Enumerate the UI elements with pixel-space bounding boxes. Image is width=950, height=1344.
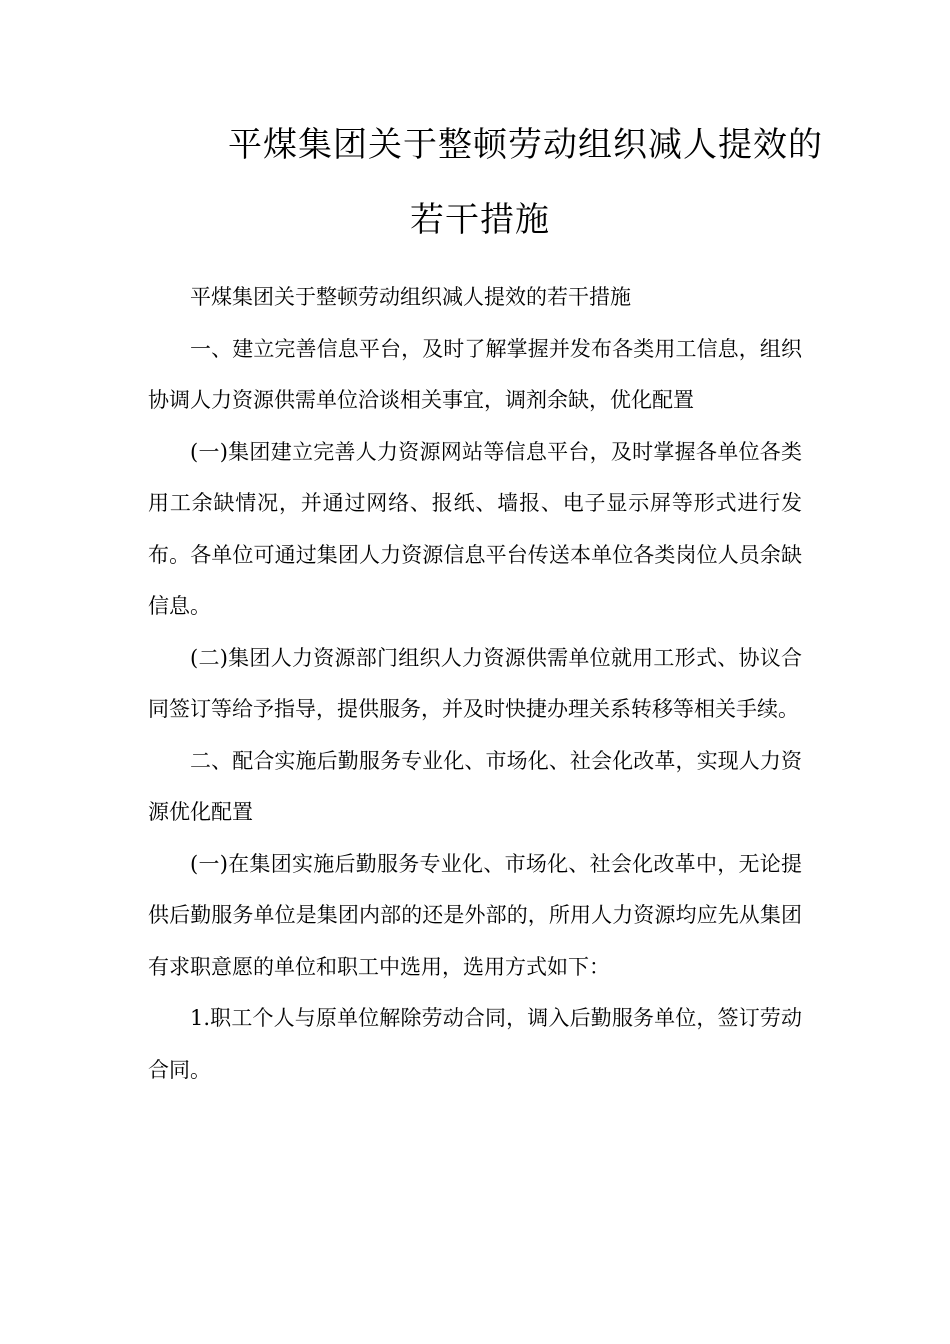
paragraph-section-2-item-1: (一)在集团实施后勤服务专业化、市场化、社会化改革中，无论提供后勤服务单位是集团内部的还是外部的，所用人力资源均应先从集团有求职意愿的单位和职工中选用，选用方式如下： [148, 851, 802, 979]
paragraph-section-2-item-1-1: 1.职工个人与原单位解除劳动合同，调入后勤服务单位，签订劳动合同。 [148, 1006, 802, 1082]
document-body [148, 272, 802, 1096]
document-title-line-2: 若干措施 [410, 200, 550, 240]
paragraph-section-1-heading: 一、建立完善信息平台，及时了解掌握并发布各类用工信息，组织协调人力资源供需单位洽谈相关事宜，调剂余缺，优化配置 [148, 336, 802, 412]
paragraph-section-1-item-1: (一)集团建立完善人力资源网站等信息平台，及时掌握各单位各类用工余缺情况，并通过网络、报纸、墙报、电子显示屏等形式进行发布。各单位可通过集团人力资源信息平台传送本单位各类岗位人员余缺信息。 [148, 439, 802, 618]
paragraph-subtitle: 平煤集团关于整顿劳动组织减人提效的若干措施 [190, 285, 631, 309]
document-title-line-1: 平煤集团关于整顿劳动组织减人提效的 [228, 125, 823, 165]
paragraph-section-2-heading: 二、配合实施后勤服务专业化、市场化、社会化改革，实现人力资源优化配置 [148, 748, 802, 824]
paragraph-section-1-item-2: (二)集团人力资源部门组织人力资源供需单位就用工形式、协议合同签订等给予指导，提供服务，并及时快捷办理关系转移等相关手续。 [148, 645, 802, 721]
